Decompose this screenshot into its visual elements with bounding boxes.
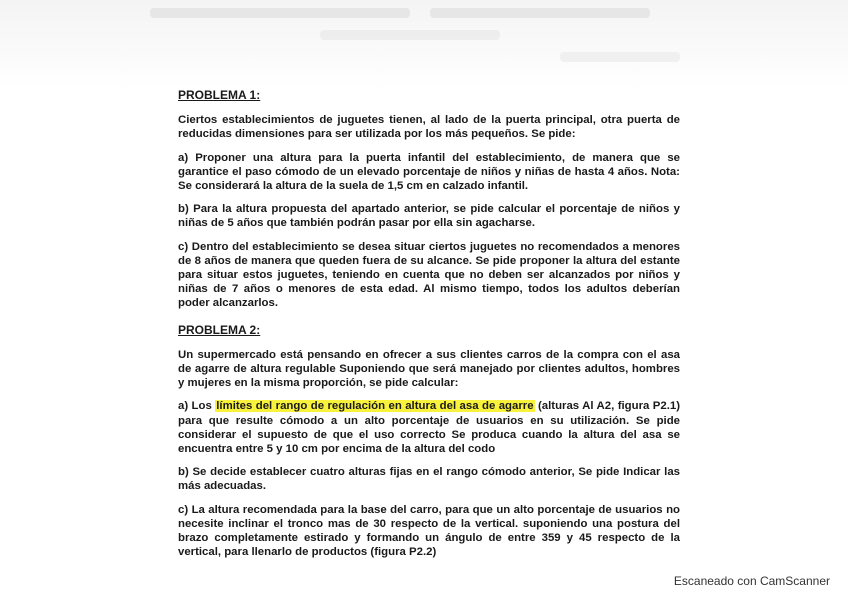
problem1-part-b: b) Para la altura propuesta del apartado anterior, se pide calcular el porcentaje de niños y niñas de 5 años que también podrán pasar por ella sin agacharse. [178, 203, 680, 230]
problem1-part-a-text: a) Proponer una altura para la puerta infantil del establecimiento, de manera que se garantice el paso cómodo de un elevado porcentaje de niños y niñas de hasta 4 años. [178, 151, 680, 178]
highlighted-text: límites del rango de regulación en altura del asa de agarre [216, 400, 534, 413]
problem2-intro: Un supermercado está pensando en ofrecer a sus clientes carros de la compra con el asa de agarre de altura regulable Suponiendo que será manejado por clientes adultos, hombres y mujeres en la misma proporción, se pide calcular: [178, 348, 680, 390]
problem2-part-a-prefix: a) Los [178, 400, 216, 413]
problem2-part-a [178, 399, 680, 456]
problem2-heading: PROBLEMA 2: [178, 322, 261, 337]
problem1-note: Nota: Se considerará la altura de la suela de 1,5 cm en calzado infantil. [178, 165, 680, 193]
problem2-part-b: b) Se decide establecer cuatro alturas fijas en el rango cómodo anterior, Se pide Indicar las más adecuadas. [178, 466, 680, 493]
problem1-intro: Ciertos establecimientos de juguetes tienen, al lado de la puerta principal, otra puerta de reducidas dimensiones para ser utilizada por los más pequeños. Se pide: [178, 114, 680, 141]
problem1-part-a [178, 151, 680, 194]
document-page [178, 88, 680, 568]
camscanner-watermark: Escaneado con CamScanner [673, 574, 830, 588]
problem2-part-a-rest: (alturas Al A2, figura P2.1) para que resulte cómodo a un alto porcentaje de usuarios en su utilización. Se pide considerar el supuesto de que el uso correcto Se produca cuando la altura del asa se encuentra entre 5 y 10 cm por encima de la altura del codo [178, 400, 680, 456]
problem1-part-c: c) Dentro del establecimiento se desea situar ciertos juguetes no recomendados a menores de 8 años de manera que queden fuera de su alcance. Se pide proponer la altura del estante para situar estos juguetes, teniendo en cuenta que no deben ser alcanzados por niños y niñas de 7 años o menores de esta edad. Al mismo tiempo, todos los adultos deberían poder alcanzarlos. [178, 240, 680, 310]
problem2-part-c: c) La altura recomendada para la base del carro, para que un alto porcentaje de usuarios no necesite inclinar el tronco mas de 30 respecto de la vertical. suponiendo una postura del brazo completamente estirado y formando un ángulo de entre 359 y 45 respecto de la vertical, para llenarlo de productos (figura P2.2) [178, 503, 680, 559]
problem1-heading: PROBLEMA 1: [178, 88, 261, 102]
scan-bleed-through [0, 0, 848, 90]
